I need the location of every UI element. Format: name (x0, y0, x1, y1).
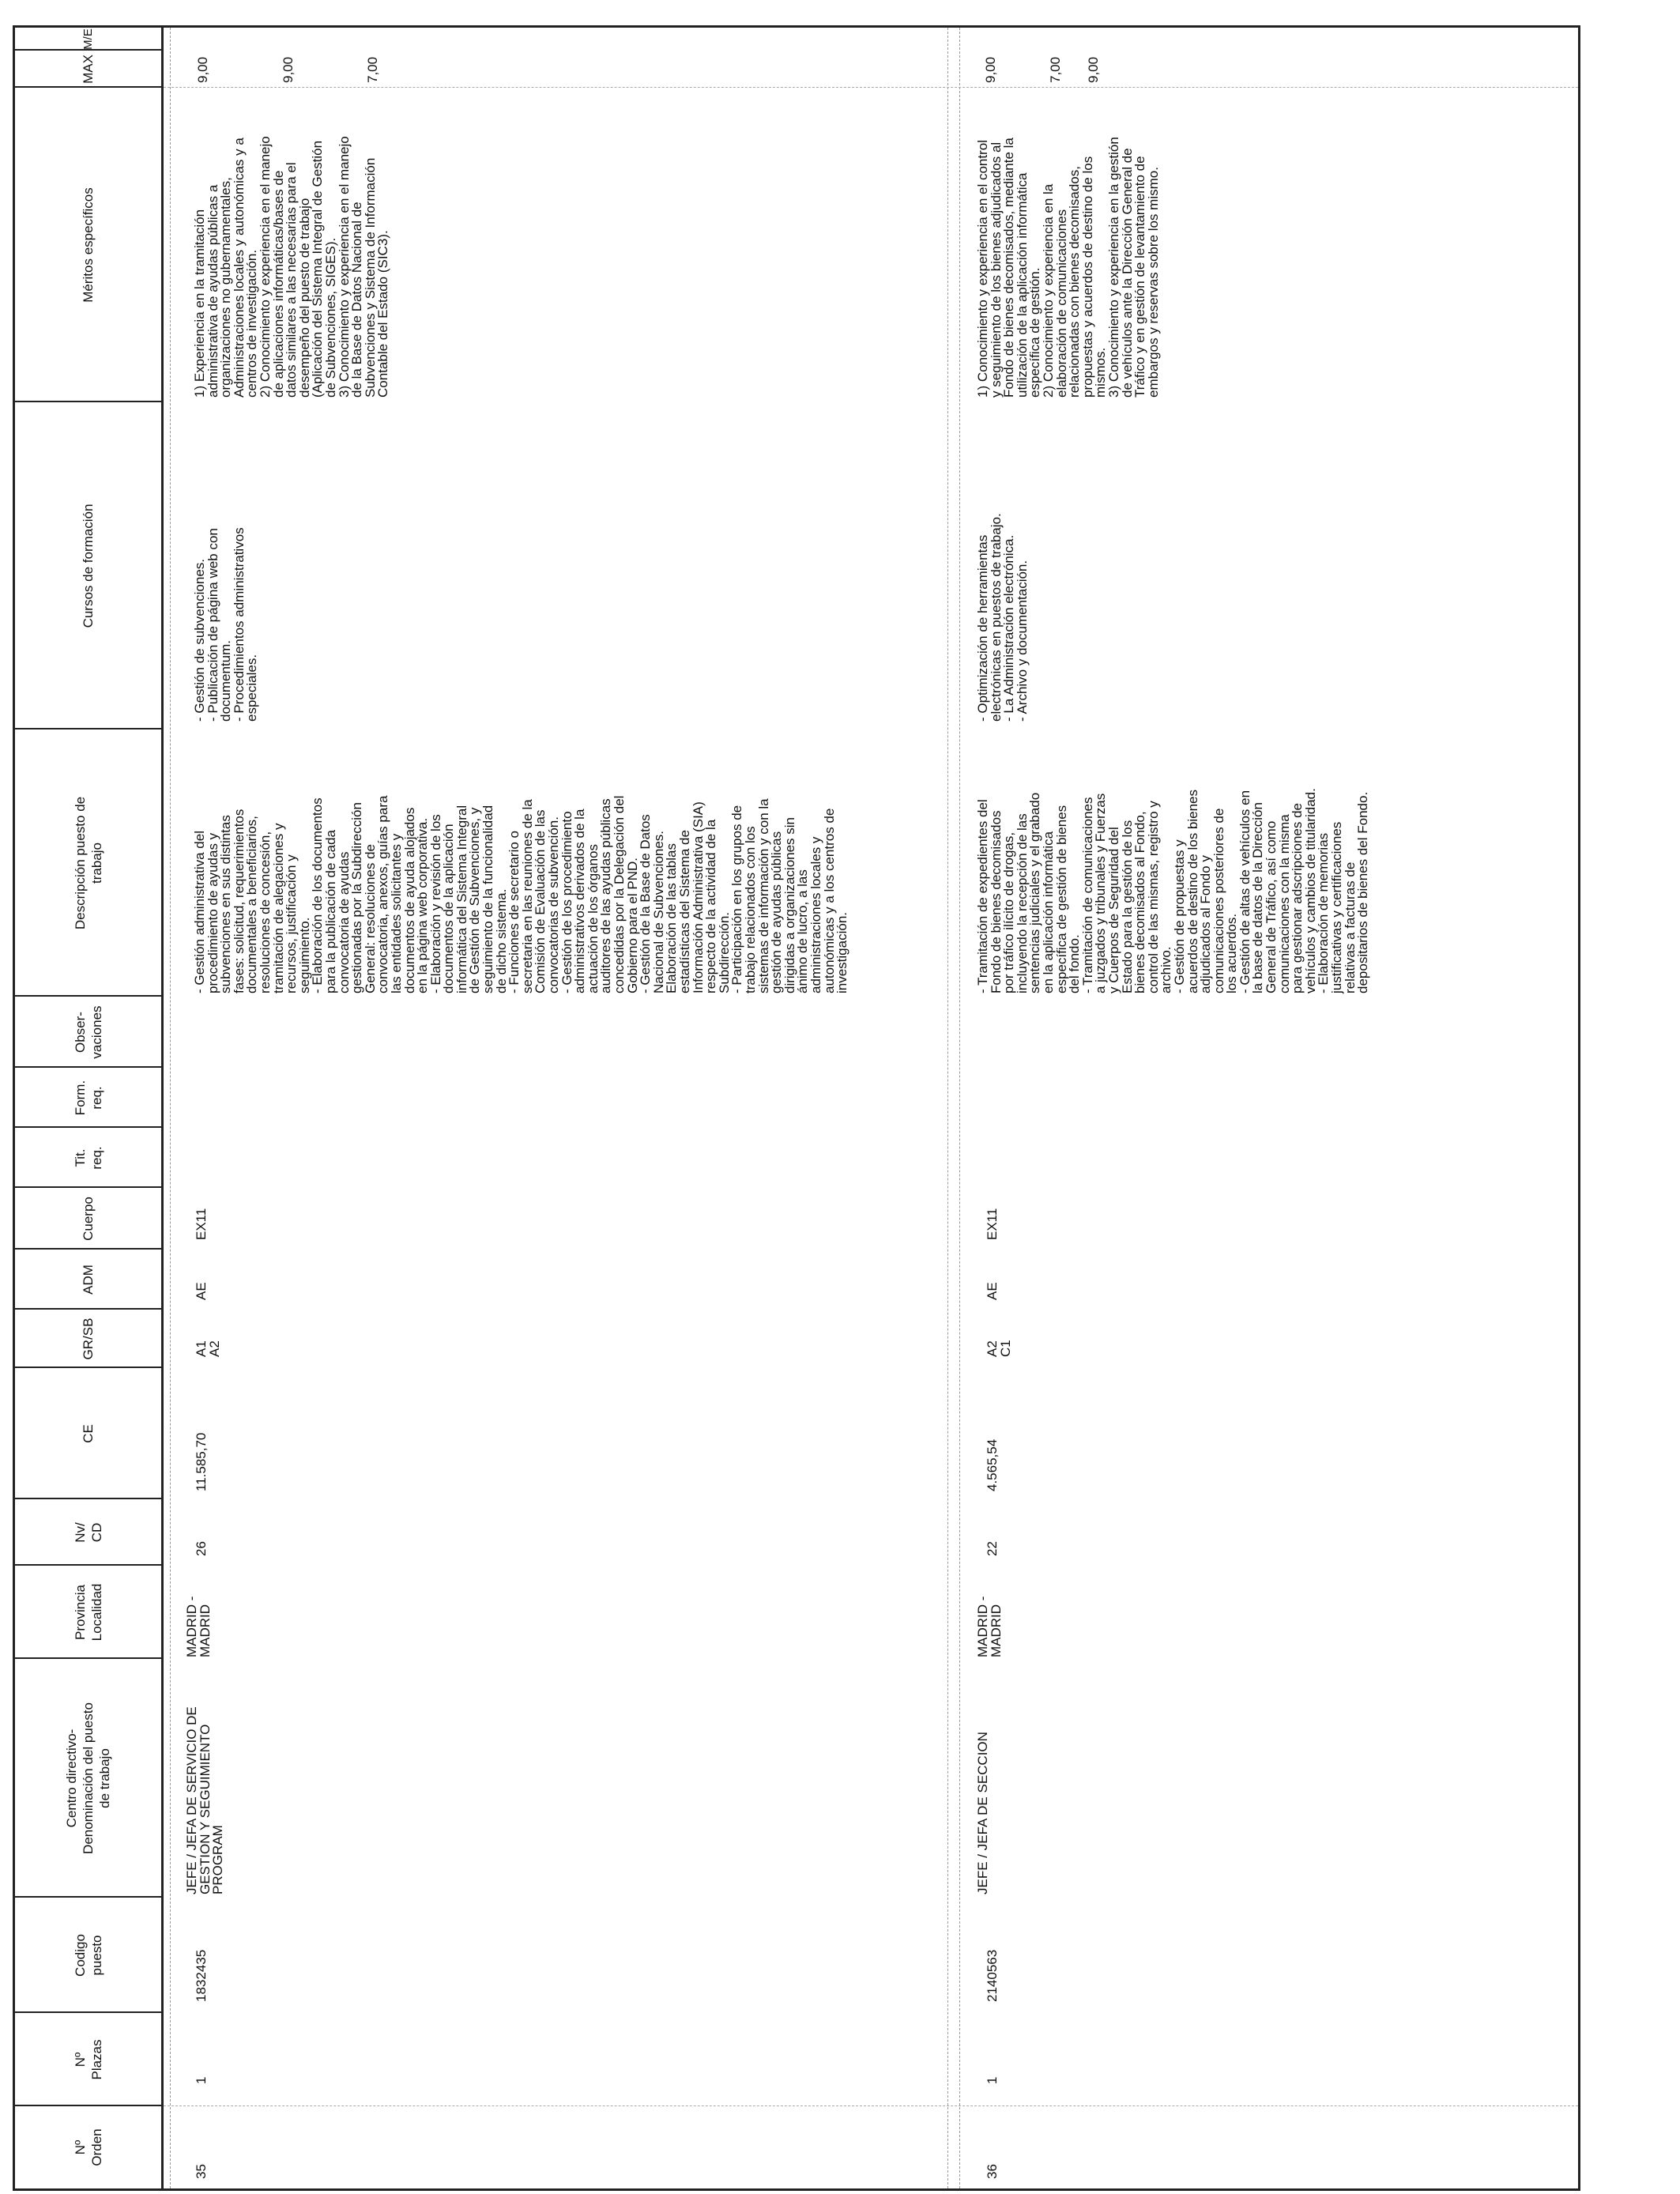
cell-descripcion: - Tramitación de expedientes del Fondo de bienes decomisados por tráfico ilícito de drogas, incluyendo la recepción de las sentencias judiciales y el grabado en la aplicación informática específica de gestión de bienes del fondo. - Tramitación de comunicaciones a juzgados y tribunales y Fuerzas y Cuerpos de Seguridad del Estado para la gestión de los bienes decomisados al Fondo, control de las mismas, registro y archivo. - Gestión de propuestas y acuerdos de destino de los bienes adjudicados al Fondo y comunicaciones posteriores de los acuerdos. - Gestión de altas de vehículos en la base de datos de la Dirección General de Tráfico, así como comunicaciones con la misma para gestionar adscripciones de vehículos y cambios de titularidad. - Elaboración de memorias justificativas y certificaciones relativas a facturas de depositarios de bienes del Fondo. (975, 788, 1371, 993)
header-max: MAX (81, 55, 96, 84)
table-row (959, 28, 1576, 2188)
cell-grupo: A2 C1 (985, 1340, 1013, 1357)
cell-meritos: 1) Conocimiento y experiencia en el control y seguimiento de los bienes adjudicados al Fondo de bienes decomisados, mediante la utilización de la aplicación informática específica de gestión. 2) Conocimiento y experiencia en la elaboración de comunicaciones relacionadas con bienes decomisados, propuestas y acuerdos de destino de los mismos. 3) Conocimiento y experiencia en la gestión de vehículos ante la Dirección General de Tráfico y en gestión de levantamiento de embargos y reservas sobre los mismo. (975, 137, 1161, 398)
cell-nivel: 26 (194, 1541, 209, 1556)
header-observaciones: Obser- vaciones (72, 1005, 104, 1059)
header-plazas: Nº Plazas (72, 2039, 104, 2080)
cell-grupo: A1 A2 (194, 1340, 222, 1357)
cell-centro: JEFE / JEFA DE SERVICIO DE GESTION Y SEGUIMIENTO PROGRAM (184, 1706, 226, 1894)
row-separator (947, 28, 948, 2188)
header-cuerpo: Cuerpo (81, 1197, 96, 1241)
cell-ce: 4.565,54 (985, 1438, 1000, 1491)
max-value: 7,00 (365, 56, 380, 83)
cell-centro: JEFE / JEFA DE SECCION (975, 1732, 990, 1894)
cell-plazas: 1 (985, 2076, 1000, 2084)
table-row (164, 28, 946, 2188)
cell-cuerpo: EX11 (985, 1208, 1000, 1240)
cell-cursos: - Optimización de herramientas electrónicas en puestos de trabajo. - La Administración electrónica. - Archivo y documentación. (975, 513, 1030, 722)
header-adm: ADM (81, 1265, 96, 1295)
cell-nivel: 22 (985, 1541, 1000, 1556)
max-value: 9,00 (983, 56, 998, 83)
cell-provincia: MADRID - MADRID (975, 1596, 1004, 1657)
header-meritos: Méritos específicos (81, 187, 96, 303)
cell-meritos: 1) Experiencia en la tramitación administrativa de ayudas públicas a organizaciones no gubernamentales, Administraciones locales y autonómicas y a centros de investigación. 2) Conocimiento y experiencia en el manejo de aplicaciones informáticas/bases de datos similares a las necesarias para el desempeño del puesto de trabajo (Aplicación del Sistema Integral de Gestión de Subvenciones, SIGES). 3) Conocimiento y experiencia en el manejo de la Base de Datos Nacional de Subvenciones y Sistema de Información Contable del Estado (SIC3). (192, 136, 391, 398)
header-orden: Nº Orden (72, 2128, 104, 2166)
max-value: 9,00 (281, 56, 296, 83)
header-provincia: Provincia Localidad (72, 1583, 104, 1642)
cell-plazas: 1 (194, 2076, 209, 2084)
header-codigo: Codigo puesto (72, 1934, 104, 1977)
header-grupo: GR/SB (81, 1318, 96, 1360)
header-tit: Tit. req. (72, 1146, 104, 1170)
cell-adm: AE (194, 1282, 209, 1300)
header-descripcion: Descripción puesto de trabajo (72, 796, 104, 930)
header-centro: Centro directivo- Denominación del puesto de trabajo (64, 1702, 112, 1854)
cell-cuerpo: EX11 (194, 1208, 209, 1240)
cell-ce: 11.585,70 (194, 1432, 209, 1491)
table-header (15, 28, 164, 2188)
cell-provincia: MADRID - MADRID (184, 1596, 213, 1657)
cell-orden: 36 (985, 2164, 1000, 2179)
cell-descripcion: - Gestión administrativa del procedimiento de ayudas y subvenciones en sus distintas fases: solicitud, requerimientos documentales a beneficiarios, resoluciones de concesión, tramitación de alegaciones y recursos, justificación y seguimiento. - Elaboración de los documentos para la publicación de cada convocatoria de ayudas gestionadas por la Subdirección General: resoluciones de convocatoria, anexos, guías para las entidades solicitantes y documentos de ayuda alojados en la página web corporativa. - Elaboración y revisión de los documentos de la aplicación informática del Sistema Integral de Gestión de Subvenciones, y seguimiento de la funcionalidad de dicho sistema. - Funciones de secretario o secretaria en las reuniones de la Comisión de Evaluación de las convocatorias de subvención. - Gestión de los procedimiento administrativos derivados de la actuación de los órganos auditores de las ayudas públicas concedidas por la Delegación del Gobierno para el PND. - Gestión de la Base de Datos Nacional de Subvenciones. Elaboración de las tablas estadísticas del Sistema de Información Administrativa (SIA) respecto de la actividad de la Subdirección. - Participación en los grupos de trabajo relacionados con los sistemas de información y con la gestión de ayudas públicas dirigidas a organizaciones sin ánimo de lucro, a las administraciones locales y autonómicas y a los centros de investigación. (192, 795, 850, 993)
cell-orden: 35 (194, 2164, 209, 2179)
positions-table (13, 25, 1580, 2191)
header-cursos: Cursos de formación (81, 503, 96, 628)
header-form: Form. req. (72, 1080, 104, 1116)
max-value: 9,00 (1086, 56, 1101, 83)
header-ce: CE (81, 1424, 96, 1443)
cell-adm: AE (985, 1282, 1000, 1300)
cell-codigo: 2140563 (985, 1949, 1000, 2002)
max-value: 7,00 (1048, 56, 1063, 83)
max-value: 9,00 (195, 56, 210, 83)
cell-cursos: - Gestión de subvenciones. - Publicación de página web con documentum. - Procedimientos administrativos especiales. (192, 527, 260, 722)
header-nivel: Nv/ CD (72, 1522, 104, 1543)
cell-codigo: 1832435 (194, 1949, 209, 2002)
header-me: M/E (81, 28, 95, 50)
